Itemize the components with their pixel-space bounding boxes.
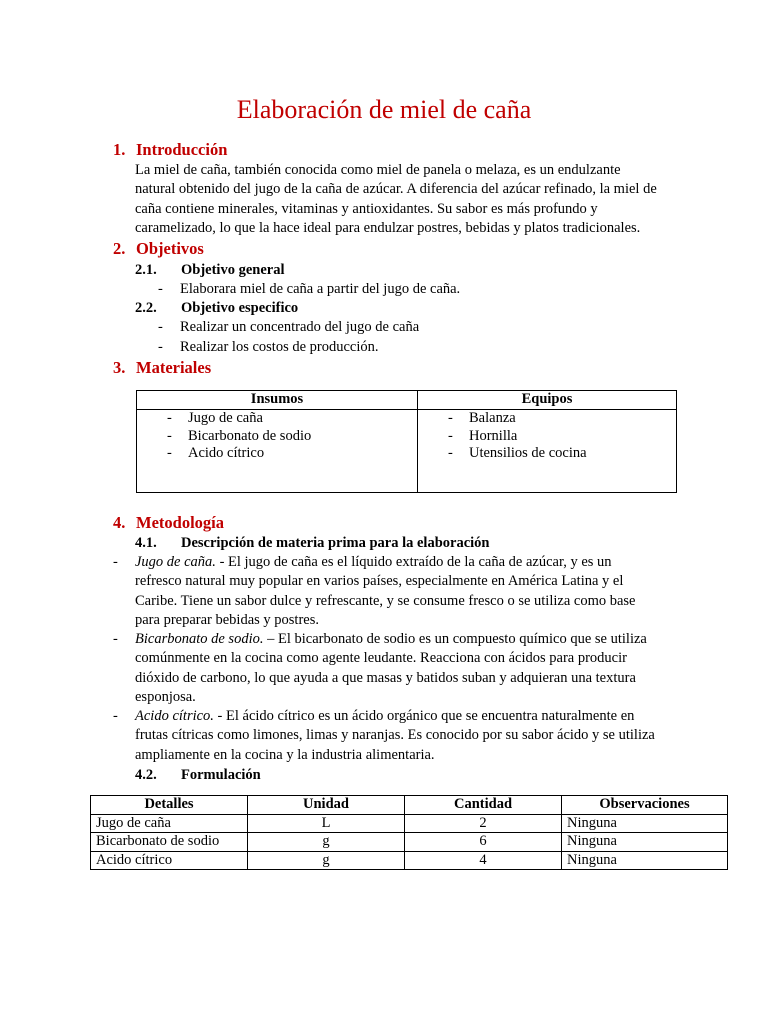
cell-detalle: Jugo de caña [91, 814, 248, 833]
intro-line: caña contiene minerales, vitaminas y antioxidantes. Su sabor es más profundo y [135, 200, 598, 217]
subheading-formulacion: 4.2. Formulación [135, 767, 261, 783]
cell-cantidad: 6 [405, 833, 562, 852]
cell-cantidad: 4 [405, 851, 562, 870]
section-heading-metodologia: 4. Metodología [113, 513, 224, 532]
column-header-equipos: Equipos [418, 391, 677, 410]
intro-line: caramelizado, lo que la hace ideal para endulzar postres, bebidas y platos tradicionales. [135, 220, 641, 237]
table-row [91, 833, 728, 852]
cell-observaciones: Ninguna [562, 851, 728, 870]
list-item: - Balanza [448, 410, 516, 426]
insumos-cell [137, 410, 418, 493]
cell-observaciones: Ninguna [562, 814, 728, 833]
subheading-objetivo-especifico: 2.2. Objetivo especifico [135, 300, 299, 316]
list-item: - Acido cítrico [167, 445, 265, 462]
list-item-bicarbonato: - Bicarbonato de sodio. – El bicarbonato de sodio es un compuesto químico que se utiliza comúnmente en la cocina como agente leudante. Reacciona con ácidos para producir dióxido de carbono, lo que ayuda a que masas y batidos suban y adquieran una textura esponjosa. [113, 631, 647, 706]
cell-observaciones: Ninguna [562, 833, 728, 852]
document-title: Elaboración de miel de caña [236, 95, 532, 124]
equipos-cell [418, 410, 677, 493]
term: Jugo de caña. [135, 554, 216, 570]
term: Bicarbonato de sodio. [135, 631, 264, 647]
table-row [91, 814, 728, 833]
table-header-row [137, 391, 677, 410]
list-item: - Jugo de caña [167, 410, 263, 426]
list-item: - Hornilla [448, 427, 518, 444]
intro-line: natural obtenido del jugo de la caña de azúcar. A diferencia del azúcar refinado, la miel de [135, 181, 657, 198]
intro-paragraph [135, 161, 685, 239]
document-page: Elaboración de miel de caña 1. Introducción La miel de caña, también conocida como miel de panela o melaza, es un endulzante natural obtenido del jugo de la caña de azúcar. A diferencia del azúcar refinado, la miel de caña contiene minerales, vitaminas y antioxidantes. Su sabor es más profundo y caramelizado, lo que la hace ideal para endulzar postres, bebidas y platos tradicionales. 2. Objetivos 2.1. Objetivo general - Elaborara miel de caña a partir del jugo de caña. 2.2. Objetivo especifico - Realizar un concentrado del jugo de caña - Realizar los costos de producción. 3. Materiales Insumos Equipos - Jugo de caña - Bicarbonato de sodio - Acido cítrico - Balanza - Hornilla - Utensilios de cocina 4. Metodología 4.1. Descripción de materia prima para la elaboración - Jugo de caña. - El jugo de caña es el líquido extraído de la caña de azúcar, y es un refresco natural muy popular en varios países, especialmente en América Latina y el Caribe. Tiene un sabor dulce y refrescante, y se consume fresco o se utiliza como base para preparar bebidas y postres. - Bicarbonato de sodio. – El bicarbonato de sodio es un compuesto químico que se utiliza comúnmente en la cocina como agente leudante. Reacciona con ácidos para producir dióxido de carbono, lo que ayuda a que masas y batidos suban y adquieran una textura esponjosa. - Acido cítrico. - El ácido cítrico es un ácido orgánico que se encuentra naturalmente en frutas cítricas como limones, limas y naranjas. Es conocido por su sabor ácido y se utiliza ampliamente en la cocina y la industria alimentaria. 4.2. Formulación Detalles Unidad Cantidad Observaciones Jugo de caña L 2 Ninguna Bicarbonato de sodio g 6 Ninguna Acido cítrico g 4 Ninguna [0, 0, 768, 1024]
cell-unidad: g [248, 851, 405, 870]
section-heading-introduccion: 1. Introducción [113, 140, 228, 159]
list-item-acido-citrico: - Acido cítrico. - El ácido cítrico es un ácido orgánico que se encuentra naturalmente en frutas cítricas como limones, limas y naranjas. Es conocido por su sabor ácido y se utiliza ampliamente en la cocina y la industria alimentaria. [113, 708, 655, 763]
materials-table [136, 390, 677, 493]
list-item-jugo-de-cana: - Jugo de caña. - El jugo de caña es el líquido extraído de la caña de azúcar, y es un refresco natural muy popular en varios países, especialmente en América Latina y el Caribe. Tiene un sabor dulce y refrescante, y se consume fresco o se utiliza como base para preparar bebidas y postres. [113, 554, 636, 629]
cell-cantidad: 2 [405, 814, 562, 833]
table-row [137, 410, 677, 493]
intro-line: La miel de caña, también conocida como miel de panela o melaza, es un endulzante [135, 162, 621, 178]
cell-detalle: Acido cítrico [91, 851, 248, 870]
cell-detalle: Bicarbonato de sodio [91, 833, 248, 852]
column-header-detalles: Detalles [91, 796, 248, 815]
subheading-objetivo-general: 2.1. Objetivo general [135, 262, 285, 278]
column-header-cantidad: Cantidad [405, 796, 562, 815]
section-heading-objetivos: 2. Objetivos [113, 239, 204, 258]
column-header-insumos: Insumos [137, 391, 418, 410]
list-item: - Utensilios de cocina [448, 445, 587, 462]
subheading-descripcion-materia-prima: 4.1. Descripción de materia prima para la elaboración [135, 535, 490, 551]
formulation-table [90, 795, 728, 870]
cell-unidad: g [248, 833, 405, 852]
list-item: - Bicarbonato de sodio [167, 427, 312, 444]
column-header-unidad: Unidad [248, 796, 405, 815]
table-header-row [91, 796, 728, 815]
section-heading-materiales: 3. Materiales [113, 358, 212, 377]
term: Acido cítrico. [135, 708, 214, 724]
cell-unidad: L [248, 814, 405, 833]
column-header-observaciones: Observaciones [562, 796, 728, 815]
table-row [91, 851, 728, 870]
